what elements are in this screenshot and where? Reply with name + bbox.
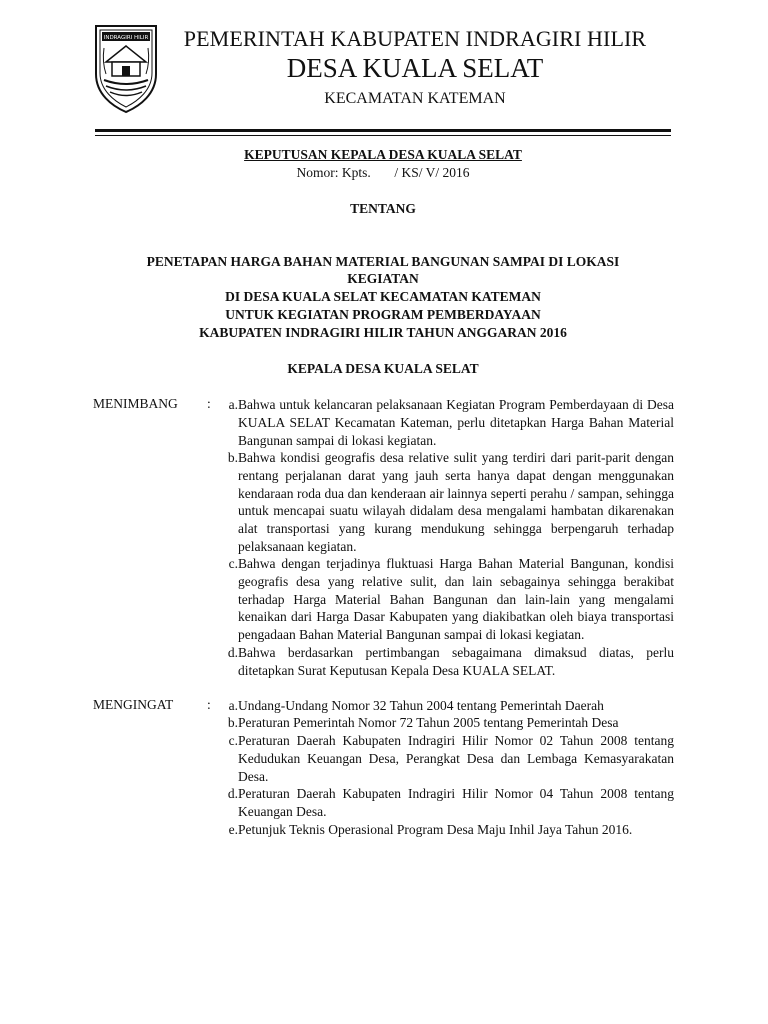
menimbang-item-a xyxy=(218,396,674,449)
mengingat-item-a xyxy=(218,697,674,715)
menimbang-colon: : xyxy=(207,396,211,411)
mengingat-item-d xyxy=(218,785,674,821)
subject-line-4: UNTUK KEGIATAN PROGRAM PEMBERDAYAAN xyxy=(225,307,541,322)
issuer-heading: KEPALA DESA KUALA SELAT xyxy=(287,361,479,376)
mengingat-text-c: Peraturan Daerah Kabupaten Indragiri Hilir Nomor 02 Tahun 2008 tentang Kedudukan Keuangan Desa, Perangkat Desa dan Lembaga Kemasyarakatan Desa. xyxy=(238,733,674,784)
mengingat-item-e xyxy=(218,821,674,839)
mengingat-marker-c: c. xyxy=(228,733,238,748)
subject-line-2: KEGIATAN xyxy=(347,271,419,286)
decree-title: KEPUTUSAN KEPALA DESA KUALA SELAT xyxy=(244,147,522,162)
menimbang-marker-d: d. xyxy=(227,645,238,660)
emblem-banner-text: INDRAGIRI HILIR xyxy=(103,35,149,41)
mengingat-text-b: Peraturan Pemerintah Nomor 72 Tahun 2005 tentang Pemerintah Desa xyxy=(238,715,619,730)
menimbang-text-b: Bahwa kondisi geografis desa relative sulit yang terdiri dari parit-parit dengan rentang perjalanan darat yang jauh serta hanya dapat dengan menggunakan kendaraan roda dua dan kenderaan air lainnya seperti perahu / sampan, sehingga untuk mencapai suatu wilayah didalam desa mengalami hambatan dikarenakan alat transportasi yang kurang mendukung sehingga berpengaruh terhadap pelaksanaan kegiatan. xyxy=(238,450,674,554)
mengingat-marker-a: a. xyxy=(228,698,238,713)
mengingat-marker-b: b. xyxy=(227,715,238,730)
mengingat-text-e: Petunjuk Teknis Operasional Program Desa Maju Inhil Jaya Tahun 2016. xyxy=(238,822,633,837)
village-name: DESA KUALA SELAT xyxy=(286,53,544,83)
about-heading: TENTANG xyxy=(350,201,416,216)
menimbang-label: MENIMBANG xyxy=(93,396,178,411)
menimbang-item-d xyxy=(218,644,674,680)
menimbang-text-c: Bahwa dengan terjadinya fluktuasi Harga Bahan Material Bangunan, kondisi geografis desa yang relative sulit, dan lain sebagainya sehingga berakibat terhadap Harga Material Bahan Bangunan dan lain-lain yang mengalami kenaikan dari Harga Dasar Kabupaten yang diakibatkan oleh biaya transportasi pengadaan Bahan Material Bangunan sampai di lokasi kegiatan. xyxy=(238,556,674,643)
mengingat-colon: : xyxy=(207,697,211,712)
menimbang-item-c xyxy=(218,555,674,644)
regency-emblem-logo xyxy=(92,22,160,114)
government-name: PEMERINTAH KABUPATEN INDRAGIRI HILIR xyxy=(183,26,647,51)
menimbang-text-d: Bahwa berdasarkan pertimbangan sebagaimana dimaksud diatas, perlu ditetapkan Surat Keputusan Kepala Desa KUALA SELAT. xyxy=(238,645,674,678)
mengingat-text-a: Undang-Undang Nomor 32 Tahun 2004 tentang Pemerintah Daerah xyxy=(238,698,604,713)
mengingat-marker-e: e. xyxy=(228,822,238,837)
menimbang-item-b xyxy=(218,449,674,556)
mengingat-item-b xyxy=(218,714,674,732)
mengingat-item-c xyxy=(218,732,674,785)
subject-line-5: KABUPATEN INDRAGIRI HILIR TAHUN ANGGARAN 2016 xyxy=(199,325,567,340)
subject-line-1: PENETAPAN HARGA BAHAN MATERIAL BANGUNAN SAMPAI DI LOKASI xyxy=(146,254,620,269)
mengingat-marker-d: d. xyxy=(227,786,238,801)
decree-number: Nomor: Kpts. / KS/ V/ 2016 xyxy=(296,165,470,180)
menimbang-marker-c: c. xyxy=(228,556,238,571)
menimbang-text-a: Bahwa untuk kelancaran pelaksanaan Kegiatan Program Pemberdayaan di Desa KUALA SELAT Kecamatan Kateman, perlu ditetapkan Harga Bahan Material Bangunan sampai di lokasi kegiatan. xyxy=(238,397,674,448)
mengingat-text-d: Peraturan Daerah Kabupaten Indragiri Hilir Nomor 04 Tahun 2008 tentang Keuangan Desa. xyxy=(238,786,674,819)
mengingat-label: MENGINGAT xyxy=(93,697,174,712)
district-name: KECAMATAN KATEMAN xyxy=(324,90,506,107)
letterhead-thin-rule xyxy=(95,135,671,136)
menimbang-marker-b: b. xyxy=(227,450,238,465)
letterhead-thick-rule xyxy=(95,129,671,132)
menimbang-marker-a: a. xyxy=(228,397,238,412)
subject-line-3: DI DESA KUALA SELAT KECAMATAN KATEMAN xyxy=(225,289,541,304)
